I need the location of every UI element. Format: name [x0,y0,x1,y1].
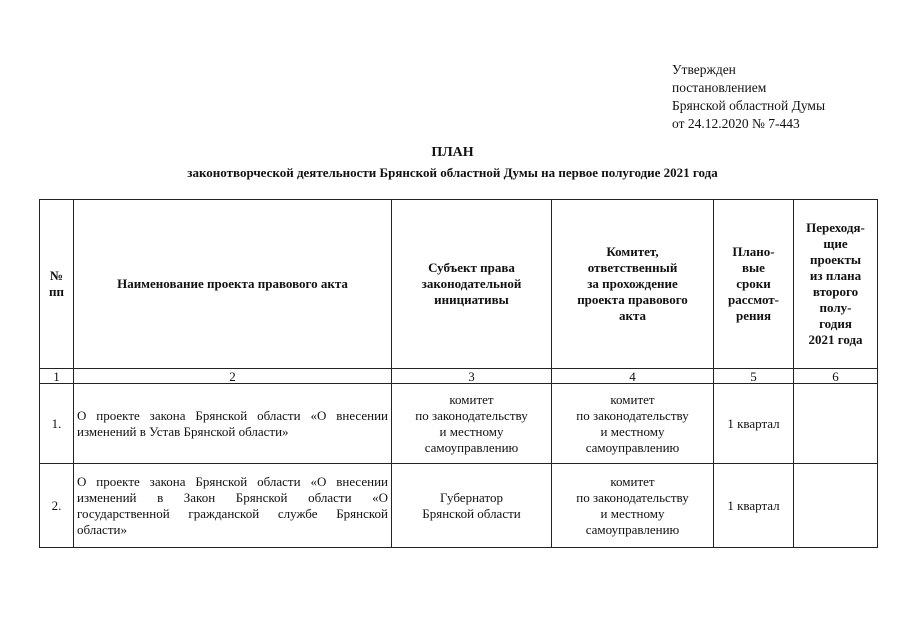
plan-table [39,199,878,548]
header-cell-term: Плано- вые сроки рассмот- рения [714,200,794,369]
responsible-committee: комитет по законодательству и местному самоуправлению [552,464,714,548]
column-number: 6 [794,369,878,384]
header-cell-carryover: Переходя- щие проекты из плана второго полу- годия 2021 года [794,200,878,369]
header-cell-committee: Комитет, ответственный за прохождение проекта правового акта [552,200,714,369]
column-number: 4 [552,369,714,384]
carryover-cell [794,384,878,464]
act-name: О проекте закона Брянской области «О внесении изменений в Закон Брянской области «О государственной гражданской службе Брянской области» [74,464,392,548]
column-number: 3 [392,369,552,384]
initiative-subject: комитет по законодательству и местному самоуправлению [392,384,552,464]
column-number-row [40,369,878,384]
header-cell-name: Наименование проекта правового акта [74,200,392,369]
document-subtitle: законотворческой деятельности Брянской областной Думы на первое полугодие 2021 года [187,165,718,180]
approval-line: постановлением [672,80,767,95]
header-cell-subject: Субъект права законодательной инициативы [392,200,552,369]
responsible-committee: комитет по законодательству и местному самоуправлению [552,384,714,464]
approval-line: Утвержден [672,62,736,77]
approval-line: от 24.12.2020 № 7-443 [672,116,800,131]
carryover-cell [794,464,878,548]
review-term: 1 квартал [714,384,794,464]
table-row [40,464,878,548]
approval-block [672,61,825,133]
table-header-row [40,200,878,369]
row-number: 2. [40,464,74,548]
table-row [40,384,878,464]
column-number: 1 [40,369,74,384]
review-term: 1 квартал [714,464,794,548]
document-title: ПЛАН [431,145,474,160]
initiative-subject: Губернатор Брянской области [392,464,552,548]
column-number: 5 [714,369,794,384]
column-number: 2 [74,369,392,384]
header-cell-number: № пп [40,200,74,369]
row-number: 1. [40,384,74,464]
approval-line: Брянской областной Думы [672,98,826,113]
act-name: О проекте закона Брянской области «О внесении изменений в Устав Брянской области» [74,384,392,464]
